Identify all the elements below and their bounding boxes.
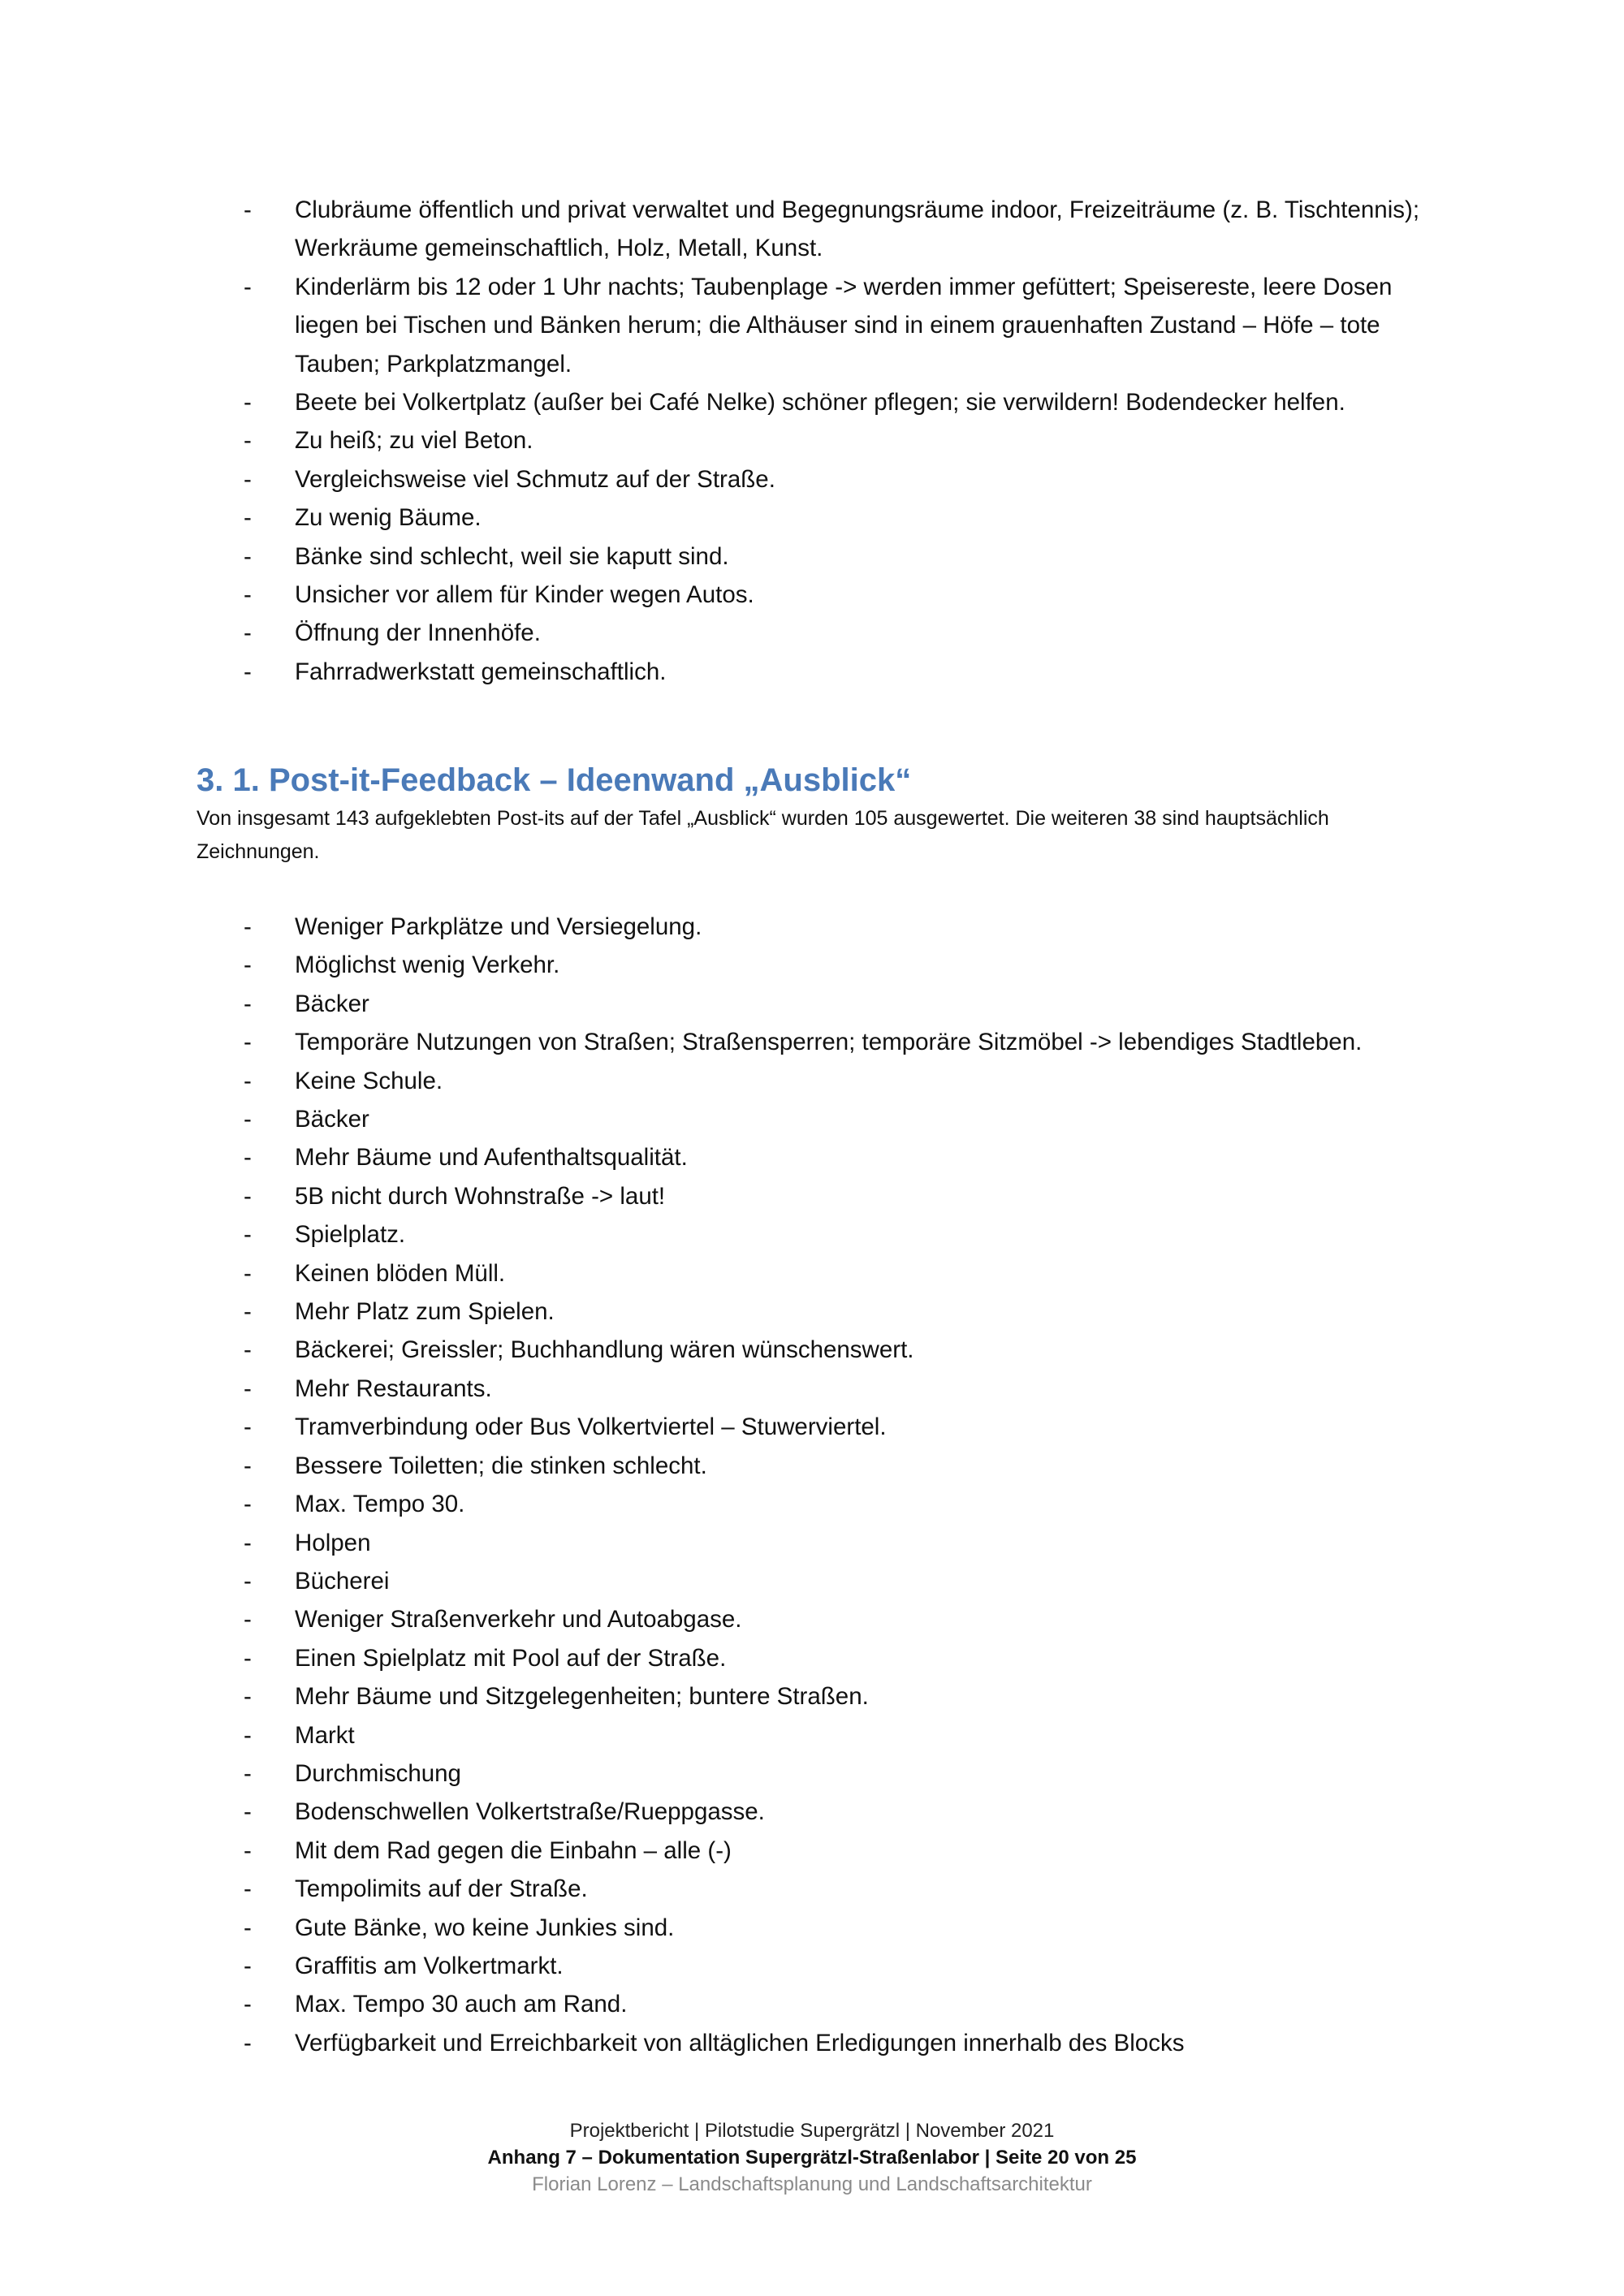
list-item-text: Mehr Bäume und Aufenthaltsqualität. — [295, 1144, 688, 1172]
list-item — [244, 576, 1462, 614]
bullet-dash: - — [244, 389, 252, 416]
feedback-list-top — [244, 191, 1462, 691]
list-item — [244, 191, 1462, 268]
list-item — [244, 1985, 1462, 2023]
bullet-dash: - — [244, 1144, 252, 1172]
bullet-dash: - — [244, 1991, 252, 2018]
list-item — [244, 1909, 1462, 1947]
list-item — [244, 1870, 1462, 1908]
list-item-text: Holpen — [295, 1529, 371, 1556]
list-item-text: Bessere Toiletten; die stinken schlecht. — [295, 1452, 707, 1479]
bullet-dash: - — [244, 2029, 252, 2056]
bullet-dash: - — [244, 465, 252, 493]
list-item — [244, 1177, 1462, 1215]
list-item-text: Mehr Restaurants. — [295, 1375, 492, 1402]
bullet-dash: - — [244, 1529, 252, 1556]
list-item — [244, 1447, 1462, 1485]
bullet-dash: - — [244, 1413, 252, 1441]
list-item — [244, 1485, 1462, 1523]
list-item-text: Max. Tempo 30 auch am Rand. — [295, 1991, 628, 2018]
list-item-text: Temporäre Nutzungen von Straßen; Straßensperren; temporäre Sitzmöbel -> lebendiges Stadtleben. — [295, 1029, 1363, 1056]
bullet-dash: - — [244, 1298, 252, 1326]
list-item — [244, 383, 1462, 421]
bullet-dash: - — [244, 1914, 252, 1941]
list-item — [244, 1562, 1462, 1600]
bullet-dash: - — [244, 913, 252, 940]
list-item-text: Verfügbarkeit und Erreichbarkeit von alltäglichen Erledigungen innerhalb des Blocks — [295, 2029, 1185, 2056]
section-intro: Von insgesamt 143 aufgeklebten Post-its auf der Tafel „Ausblick“ wurden 105 ausgewertet. Die weiteren 38 sind hauptsächlich Zeichnungen. — [197, 807, 1329, 863]
bullet-dash: - — [244, 196, 252, 223]
section-heading: 3. 1. Post-it-Feedback – Ideenwand „Ausblick“ — [197, 762, 912, 798]
list-item-text: Kinderlärm bis 12 oder 1 Uhr nachts; Taubenplage -> werden immer gefüttert; Speisereste, leere Dosen liegen bei Tischen und Bänken herum; die Althäuser sind in einem grauenhaften Zustand – Höfe – tote Tauben; Parkplatzmangel. — [295, 273, 1393, 378]
bullet-dash: - — [244, 1375, 252, 1402]
list-item — [244, 1832, 1462, 1870]
list-item-text: Weniger Straßenverkehr und Autoabgase. — [295, 1606, 742, 1634]
list-item-text: Zu heiß; zu viel Beton. — [295, 427, 533, 455]
list-item-text: Einen Spielplatz mit Pool auf der Straße. — [295, 1644, 727, 1672]
list-item — [244, 498, 1462, 537]
bullet-dash: - — [244, 1606, 252, 1634]
feedback-list-ausblick — [244, 908, 1462, 2062]
bullet-dash: - — [244, 1836, 252, 1864]
bullet-dash: - — [244, 1182, 252, 1210]
footer-project-line: Projektbericht | Pilotstudie Supergrätzl | November 2021 — [569, 2120, 1055, 2142]
list-item-text: Mehr Bäume und Sitzgelegenheiten; buntere Straßen. — [295, 1683, 869, 1711]
bullet-dash: - — [244, 427, 252, 455]
bullet-dash: - — [244, 990, 252, 1017]
list-item-text: Mehr Platz zum Spielen. — [295, 1298, 555, 1326]
list-item — [244, 1062, 1462, 1100]
list-item-text: Keine Schule. — [295, 1067, 443, 1094]
bullet-dash: - — [244, 658, 252, 685]
list-item — [244, 1254, 1462, 1293]
bullet-dash: - — [244, 504, 252, 532]
list-item — [244, 268, 1462, 383]
bullet-dash: - — [244, 619, 252, 647]
list-item — [244, 908, 1462, 946]
list-item — [244, 1408, 1462, 1446]
footer-author-line: Florian Lorenz – Landschaftsplanung und Landschaftsarchitektur — [532, 2173, 1092, 2195]
bullet-dash: - — [244, 1221, 252, 1249]
list-item-text: Spielplatz. — [295, 1221, 406, 1249]
bullet-dash: - — [244, 1798, 252, 1826]
bullet-dash: - — [244, 1491, 252, 1518]
footer-page-line: Anhang 7 – Dokumentation Supergrätzl-Straßenlabor | Seite 20 von 25 — [487, 2147, 1137, 2169]
list-item — [244, 1600, 1462, 1638]
list-item-text: Zu wenig Bäume. — [295, 504, 482, 532]
list-item — [244, 1215, 1462, 1254]
list-item-text: Clubräume öffentlich und privat verwaltet und Begegnungsräume indoor, Freizeiträume (z. B. Tischtennis); Werkräume gemeinschaftlich, Holz, Metall, Kunst. — [295, 196, 1420, 262]
bullet-dash: - — [244, 1567, 252, 1595]
list-item-text: Markt — [295, 1721, 355, 1749]
bullet-dash: - — [244, 1067, 252, 1094]
bullet-dash: - — [244, 1644, 252, 1672]
list-item-text: Bücherei — [295, 1567, 390, 1595]
bullet-dash: - — [244, 273, 252, 300]
list-item-text: Bodenschwellen Volkertstraße/Rueppgasse. — [295, 1798, 765, 1826]
list-item — [244, 1100, 1462, 1138]
list-item — [244, 1754, 1462, 1793]
bullet-dash: - — [244, 1029, 252, 1056]
list-item-text: Bäcker — [295, 1106, 369, 1133]
list-item — [244, 421, 1462, 460]
list-item — [244, 1793, 1462, 1831]
list-item-text: Öffnung der Innenhöfe. — [295, 619, 541, 647]
list-item-text: Mit dem Rad gegen die Einbahn – alle (-) — [295, 1836, 732, 1864]
bullet-dash: - — [244, 1106, 252, 1133]
bullet-dash: - — [244, 1336, 252, 1364]
bullet-dash: - — [244, 1875, 252, 1903]
bullet-dash: - — [244, 1683, 252, 1711]
list-item-text: Max. Tempo 30. — [295, 1491, 465, 1518]
list-item — [244, 460, 1462, 498]
list-item — [244, 1331, 1462, 1369]
list-item-text: Bäcker — [295, 990, 369, 1017]
list-item-text: Möglichst wenig Verkehr. — [295, 952, 560, 979]
list-item — [244, 537, 1462, 576]
bullet-dash: - — [244, 1759, 252, 1787]
list-item-text: Vergleichsweise viel Schmutz auf der Straße. — [295, 465, 775, 493]
bullet-dash: - — [244, 1721, 252, 1749]
list-item — [244, 614, 1462, 652]
list-item-text: Weniger Parkplätze und Versiegelung. — [295, 913, 702, 940]
list-item — [244, 1370, 1462, 1408]
list-item-text: Bäckerei; Greissler; Buchhandlung wären wünschenswert. — [295, 1336, 914, 1364]
page-footer — [0, 2117, 1624, 2198]
bullet-dash: - — [244, 1452, 252, 1479]
bullet-dash: - — [244, 1259, 252, 1287]
list-item — [244, 2024, 1462, 2062]
list-item-text: Fahrradwerkstatt gemeinschaftlich. — [295, 658, 667, 685]
list-item — [244, 985, 1462, 1023]
list-item — [244, 1023, 1462, 1061]
list-item — [244, 946, 1462, 984]
list-item — [244, 1138, 1462, 1176]
bullet-dash: - — [244, 542, 252, 570]
list-item-text: Beete bei Volkertplatz (außer bei Café Nelke) schöner pflegen; sie verwildern! Bodendecker helfen. — [295, 389, 1345, 416]
list-item — [244, 1293, 1462, 1331]
list-item-text: Unsicher vor allem für Kinder wegen Autos. — [295, 581, 754, 609]
list-item-text: 5B nicht durch Wohnstraße -> laut! — [295, 1182, 666, 1210]
list-item-text: Tramverbindung oder Bus Volkertviertel – Stuwerviertel. — [295, 1413, 887, 1441]
list-item-text: Graffitis am Volkertmarkt. — [295, 1952, 564, 1979]
list-item — [244, 1639, 1462, 1677]
list-item-text: Durchmischung — [295, 1759, 461, 1787]
bullet-dash: - — [244, 1952, 252, 1979]
list-item-text: Keinen blöden Müll. — [295, 1259, 506, 1287]
bullet-dash: - — [244, 581, 252, 609]
list-item — [244, 1716, 1462, 1754]
list-item-text: Tempolimits auf der Straße. — [295, 1875, 588, 1903]
list-item — [244, 653, 1462, 691]
list-item — [244, 1677, 1462, 1716]
list-item — [244, 1947, 1462, 1985]
bullet-dash: - — [244, 952, 252, 979]
list-item — [244, 1524, 1462, 1562]
list-item-text: Gute Bänke, wo keine Junkies sind. — [295, 1914, 675, 1941]
list-item-text: Bänke sind schlecht, weil sie kaputt sind. — [295, 542, 729, 570]
